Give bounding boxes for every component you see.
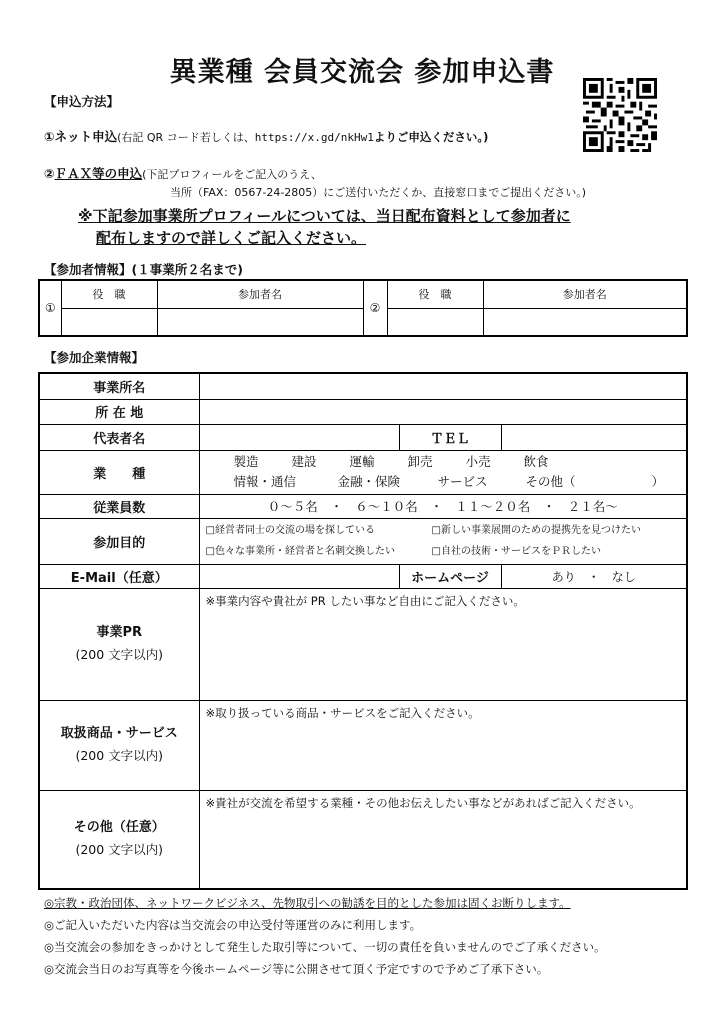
employee-options[interactable]: ０～５名 ・ ６～１０名 ・ １１～２０名 ・ ２１名～ (199, 494, 687, 518)
industry-it[interactable]: 情報・通信 (233, 474, 297, 489)
footer-note-2: ◎ご記入いただいた内容は当交流会の申込受付等運営のみに利用します。 (44, 918, 422, 932)
purpose-option-4[interactable]: □自社の技術・サービスをＰＲしたい (431, 546, 601, 557)
purpose-option-2[interactable]: □新しい事業展開のための提携先を見つけたい (431, 525, 641, 536)
office-name-field[interactable] (199, 373, 687, 399)
representative-field[interactable] (199, 424, 399, 450)
method-2-text1: (下記プロフィールをご記入のうえ、 (142, 168, 322, 181)
method-2-text2: 当所（FAX：0567-24-2805）にご送付いただくか、直接窓口までご提出ください。) (170, 186, 587, 199)
products-field[interactable]: ※取り扱っている商品・サービスをご記入ください。 (199, 700, 687, 790)
footer-note-1: ◎宗教・政治団体、ネットワークビジネス、先物取引への勧誘を目的とした参加は固くお断りします。 (44, 896, 571, 910)
participant-1-name-field[interactable] (157, 308, 363, 336)
tel-field[interactable] (501, 424, 687, 450)
other-sub: (200 文字以内) (75, 842, 164, 858)
industry-food[interactable]: 飲食 (523, 454, 549, 469)
other-label: その他（任意） (73, 820, 165, 836)
employees-label: 従業員数 (39, 494, 199, 518)
participant-1-role-field[interactable] (61, 308, 157, 336)
participant-2-name-header: 参加者名 (483, 280, 687, 308)
pr-label: 事業PR (96, 625, 143, 640)
industry-service[interactable]: サービス (437, 474, 488, 489)
industry-other[interactable]: その他（ (525, 474, 576, 489)
industry-finance[interactable]: 金融・保険 (337, 474, 401, 489)
email-field[interactable] (199, 564, 399, 588)
industry-construction[interactable]: 建設 (291, 454, 317, 469)
page-title: 異業種 会員交流会 参加申込書 (169, 57, 555, 88)
qr-code-icon[interactable] (583, 78, 657, 152)
homepage-label: ホームページ (399, 564, 501, 588)
footer-note-4: ◎交流会当日のお写真等を今後ホームページ等に公開させて頂く予定ですので予めご了承下さい。 (44, 962, 549, 976)
participant-2-role-header: 役 職 (387, 280, 483, 308)
participant-table (38, 279, 688, 337)
address-label: 所 在 地 (39, 399, 199, 424)
participant-1-name-header: 参加者名 (157, 280, 363, 308)
representative-label: 代表者名 (39, 424, 199, 450)
email-label: E-Mail（任意） (39, 564, 199, 588)
notice-line-1: ※下記参加事業所プロフィールについては、当日配布資料として参加者に (78, 207, 571, 225)
method-1-text2: よりご申込ください。) (373, 130, 489, 144)
purpose-option-1[interactable]: □経営者同士の交流の場を探している (205, 525, 375, 536)
industry-wholesale[interactable]: 卸売 (407, 454, 433, 469)
participant-2-role-field[interactable] (387, 308, 483, 336)
participant-header: 【参加者情報】(１事業所２名まで) (44, 262, 243, 277)
company-header: 【参加企業情報】 (44, 350, 145, 365)
industry-label: 業 種 (39, 450, 199, 494)
industry-other-close: ） (651, 474, 665, 489)
method-1-text1: (右記 QR コード若しくは、 (117, 131, 255, 144)
participant-2-mark: ② (363, 280, 387, 336)
participant-2-name-field[interactable] (483, 308, 687, 336)
homepage-options[interactable]: あり ・ なし (501, 564, 687, 588)
industry-retail[interactable]: 小売 (465, 454, 491, 469)
industry-options[interactable] (199, 450, 687, 494)
purpose-options[interactable] (199, 518, 687, 564)
purpose-option-3[interactable]: □色々な事業所・経営者と名刺交換したい (205, 546, 395, 557)
notice-line-2: 配布しますので詳しくご記入ください。 (96, 229, 367, 247)
participant-1-mark: ① (39, 280, 61, 336)
office-name-label: 事業所名 (39, 373, 199, 399)
products-label-cell (39, 700, 199, 790)
address-field[interactable] (199, 399, 687, 424)
method-1-url[interactable]: https://x.gd/nkHw1 (254, 131, 374, 144)
footer-note-3: ◎当交流会の参加をきっかけとして発生した取引等について、一切の責任を負いませんのでご了承ください。 (44, 940, 606, 954)
pr-label-cell (39, 588, 199, 700)
method-1 (44, 127, 488, 145)
tel-label: ＴＥＬ (399, 424, 501, 450)
other-field[interactable]: ※貴社が交流を希望する業種・その他お伝えしたい事などがあればご記入ください。 (199, 790, 687, 889)
method-1-mark: ① (44, 129, 55, 144)
products-label: 取扱商品・サービス (60, 726, 178, 741)
products-sub: (200 文字以内) (75, 748, 164, 763)
purpose-label: 参加目的 (39, 518, 199, 564)
method-header: 【申込方法】 (44, 94, 120, 109)
other-label-cell (39, 790, 199, 889)
company-table (38, 372, 688, 890)
pr-field[interactable]: ※事業内容や貴社が PR したい事など自由にご記入ください。 (199, 588, 687, 700)
participant-1-role-header: 役 職 (61, 280, 157, 308)
method-1-label: ネット申込 (54, 129, 118, 144)
method-2-mark: ② (44, 166, 55, 181)
industry-transport[interactable]: 運輸 (349, 454, 375, 469)
method-2-label: ＦＡＸ等の申込 (54, 166, 143, 181)
pr-sub: (200 文字以内) (75, 647, 164, 662)
method-2 (44, 164, 322, 182)
industry-manufacturing[interactable]: 製造 (233, 454, 259, 469)
